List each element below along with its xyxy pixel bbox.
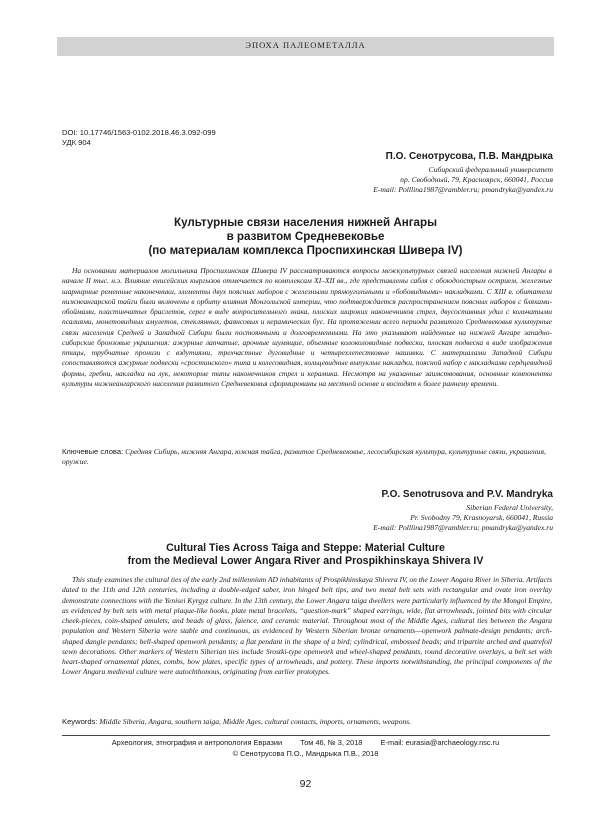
keywords-en-text: Middle Siberia, Angara, southern taiga, Middle Ages, cultural contacts, imports, ornaments, weapons.	[99, 717, 412, 726]
keywords-ru-text: Средняя Сибирь, нижняя Ангара, южная тайга, развитое Средневековье, лесосибирская культура, культурные связи, украшения, оружие.	[62, 447, 546, 467]
title-ru-line: (по материалам комплекса Проспихинская Шивера IV)	[148, 244, 463, 258]
abstract-ru: На основании материалов могильника Проспихинская Шивера IV рассматриваются вопросы межкультурных связей населения нижней Ангары в начале II тыс. н.э. Влияние енисейских кыргызов отмечается по комплексам XI–XII вв., где представлены сабля с обоюдоострым острием, железные шарнирные ременные наконечники, элементы двух поясных наборов с железными прямоугольными и «бобовидными» накладками. С XIII в. обитатели нижнеангарской тайги были включены в орбиту влияния Монгольской империи, что подтверждается распространением поясных наборов с бляхами-обоймами, пластинчатых браслетов, серег в виде вопросительного знака, плоских широких наконечников стрел, двусоставных удил с кольчатыми псалиями, монетовидных амулетов, стеклянных, фаянсовых и керамических бус. На протяжении всего периода развитого Средневековья культурные связи населения Средней и Западной Сибири были постоянными и долговременными. На это указывают найденные на нижней Ангаре западно-сибирские бронзовые украшения: ажурные лапчатые, арочные шумящие, объемные колоколовидные подвески, плоская подвеска в виде изображения птицы, трубчатые пронизи с вздутиями, трехчастные дуговидные и четырехлепестковые нашивки. С материалами Западной Сибири сопоставляются ажурные подвески «сростинского» типа и колесовидная, кольцевидные выпуклые накладки, поясной набор с накладками сердцевидной формы, гребни, накладки на лук, некоторые типы наконечников стрел и керамика. Несмотря на указанные заимствования, основные компоненты культуры нижнеангарского населения развитого Средневековья сформированы на местной основе и восходят к более раннему времени.	[62, 266, 552, 388]
footer-volume: Том 46, № 3, 2018	[300, 738, 363, 747]
footer-journal-line	[57, 738, 554, 747]
footer-copyright: © Сенотрусова П.О., Мандрыка П.В., 2018	[232, 749, 379, 758]
udc-code: УДК 904	[62, 138, 91, 147]
affiliation-en-email[interactable]: E-mail: Polllina1987@rambler.ru; pmandryka@yandex.ru	[373, 523, 553, 532]
footer-email[interactable]: E-mail: eurasia@archaeology.nsc.ru	[380, 738, 500, 747]
affiliation-en	[373, 503, 553, 533]
doi[interactable]: DOI: 10.17746/1563-0102.2018.46.3.092-099	[62, 128, 216, 137]
title-ru-line: в развитом Средневековье	[226, 230, 385, 244]
keywords-ru	[62, 447, 552, 468]
page-number: 92	[299, 778, 312, 790]
title-en-line: from the Medieval Lower Angara River and Prospikhinskaya Shivera IV	[127, 555, 484, 567]
keywords-en-label: Keywords:	[62, 717, 98, 726]
affiliation-ru-line: Сибирский федеральный университет	[428, 165, 553, 174]
title-ru	[57, 216, 554, 259]
footer-divider	[62, 735, 550, 736]
section-title: ЭПОХА ПАЛЕОМЕТАЛЛА	[245, 40, 366, 50]
affiliation-en-line: Siberian Federal University,	[466, 503, 553, 512]
footer-journal: Археология, этнография и антропология Евразии	[111, 738, 283, 747]
affiliation-ru-line: пр. Свободный, 79, Красноярск, 660041, Россия	[400, 175, 553, 184]
section-header-band	[57, 37, 554, 56]
abstract-en: This study examines the cultural ties of the early 2nd millennium AD inhabitants of Prospikhinskaya Shivera IV, on the Lower Angara River in Siberia. Artifacts dated to the 11th and 12th centuries, including a double-edged saber, iron hinged belt tips, and two metal belt sets with rectangular and ovate iron overlay demonstrate connections with the Yenisei Kyrgyz culture. In the 13th century, the Lower Angara taiga dwellers were particularly influenced by the Mongol Empire, as evidenced by belt sets with metal plaque-like hooks, plate metal bracelets, “question-mark” shaped earrings, wide, flat arrowheads, jointed bits with circular cheek-pieces, coin-shaped amulets, and beads of glass, faience, and ceramic material. Throughout most of the Middle Ages, cultural ties between the Angara population and Western Siberia were stable and continuous, as evidenced by Western Siberian bronze ornaments—openwork palmate-design pendants; arch-shaped dangle pendants; bell-shaped openwork pendants; a flat pendant in the shape of a bird; cylindrical, embossed beads; and tripartite arched and quatrefoil sewn decorations. Other markers of Western Siberian ties include Srostki-type openwork and wheel-shaped pendants, round decorative overlays, a belt set with heart-shaped ornamental plates, combs, bow plates, specific types of arrowheads, and pottery. These imports notwithstanding, the principal components of the Lower Angara medieval culture were autochthonous, originating from earlier prototypes.	[62, 575, 552, 677]
affiliation-en-line: Pr. Svobodny 79, Krasnoyarsk, 660041, Russia	[410, 513, 553, 522]
authors-ru: П.О. Сенотрусова, П.В. Мандрыка	[385, 151, 553, 162]
affiliation-ru-email[interactable]: E-mail: Polllina1987@rambler.ru; pmandryka@yandex.ru	[373, 185, 553, 194]
authors-en: P.O. Senotrusova and P.V. Mandryka	[381, 489, 553, 500]
title-en	[57, 542, 554, 568]
title-en-line: Cultural Ties Across Taiga and Steppe: Material Culture	[166, 542, 445, 554]
title-ru-line: Культурные связи населения нижней Ангары	[174, 216, 437, 229]
affiliation-ru	[373, 165, 553, 195]
keywords-ru-label: Ключевые слова:	[62, 447, 124, 456]
keywords-en	[62, 717, 552, 727]
